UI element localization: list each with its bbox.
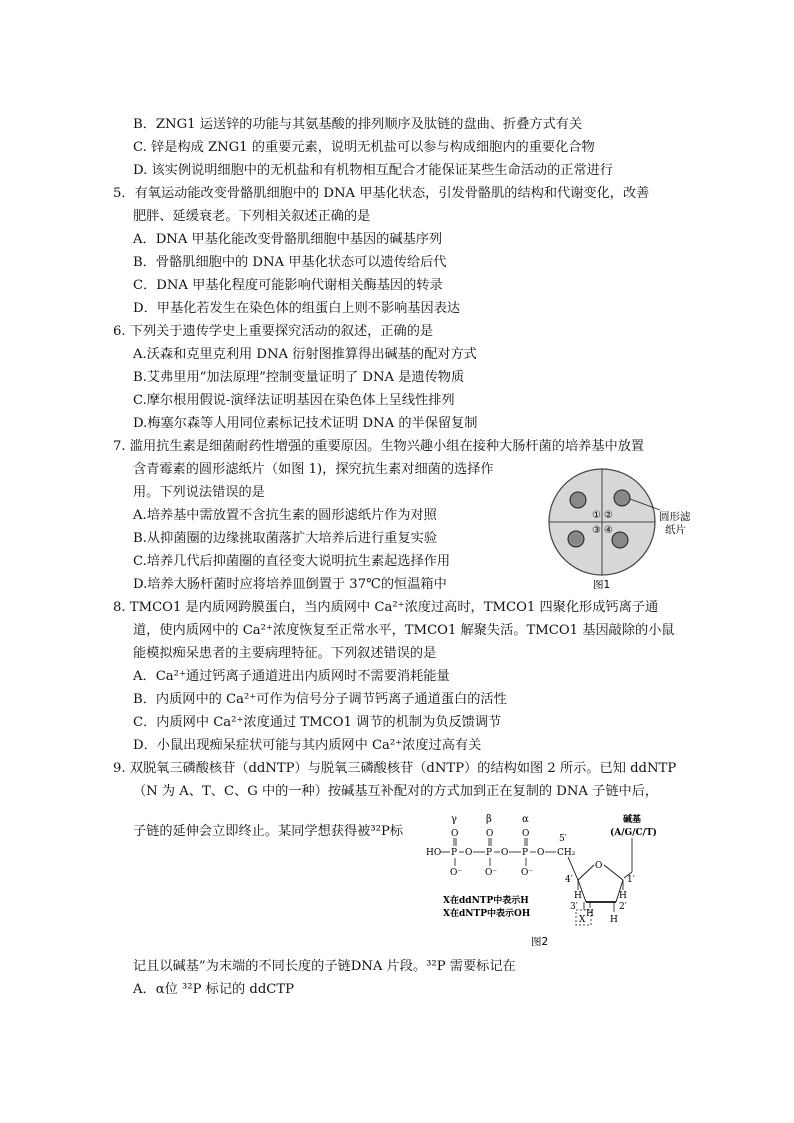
alpha-label: α bbox=[522, 814, 529, 825]
question-8-stem: 8. TMCO1 是内质网跨膜蛋白，当内质网中 Ca²⁺浓度过高时，TMCO1 四聚化形成钙离子通 bbox=[113, 600, 659, 615]
hydrogen-label: H bbox=[610, 915, 618, 925]
oxygen-label: O bbox=[465, 848, 473, 858]
question-7-stem-cont2: 用。下列说法错误的是 bbox=[133, 485, 265, 500]
well-label: ④ bbox=[604, 525, 613, 536]
option-6a: A.沃森和克里克利用 DNA 衍射图推算得出碱基的配对方式 bbox=[133, 347, 477, 362]
option-5d: D．甲基化若发生在染色体的组蛋白上则不影响基因表达 bbox=[133, 301, 461, 316]
phosphate-o-top: O bbox=[522, 829, 530, 839]
two-prime-label: 2′ bbox=[619, 902, 627, 912]
option-5a: A．DNA 甲基化能改变骨骼肌细胞中基因的碱基序列 bbox=[133, 232, 443, 247]
four-prime-label: 4′ bbox=[565, 875, 573, 885]
figure-1-petri-dish bbox=[536, 468, 716, 592]
option-5b: B．骨骼肌细胞中的 DNA 甲基化状态可以遗传给后代 bbox=[133, 255, 447, 270]
hydroxyl-label: HO bbox=[426, 848, 442, 858]
option-7d: D.培养大肠杆菌时应将培养皿倒置于 37℃的恒温箱中 bbox=[133, 577, 447, 592]
figure-2-nucleotide-structure bbox=[418, 810, 698, 950]
question-9-stem-cont: （N 为 A、T、C、G 中的一种）按碱基互补配对的方式加到正在复制的 DNA 子链中后， bbox=[133, 784, 659, 799]
option-6b: B.艾弗里用“加法原理”控制变量证明了 DNA 是遗传物质 bbox=[133, 370, 465, 385]
disc-label: 纸片 bbox=[665, 524, 686, 536]
base-label: 碱基 bbox=[623, 815, 642, 825]
question-5-stem-cont: 肥胖、延缓衰老。下列相关叙述正确的是 bbox=[133, 209, 371, 224]
question-8-stem-cont2: 能模拟痴呆患者的主要病理特征。下列叙述错误的是 bbox=[133, 646, 437, 661]
option-8d: D．小鼠出现痴呆症状可能与其内质网中 Ca²⁺浓度过高有关 bbox=[133, 738, 482, 753]
question-7-stem: 7. 滥用抗生素是细菌耐药性增强的重要原因。生物兴趣小组在接种大肠杆菌的培养基中放置 bbox=[113, 439, 645, 454]
ch2-label: CH₂ bbox=[557, 848, 576, 858]
option-9a: A．α位 ³²P 标记的 ddCTP bbox=[133, 982, 295, 997]
hydrogen-label: H bbox=[574, 891, 582, 901]
question-9-stem: 9. 双脱氧三磷酸核苷（ddNTP）与脱氧三磷酸核苷（dNTP）的结构如图 2 所示。已知 ddNTP bbox=[113, 761, 677, 776]
phosphate-o-bottom: O⁻ bbox=[450, 868, 463, 878]
question-7-stem-cont: 含青霉素的圆形滤纸片（如图 1)，探究抗生素对细菌的选择作 bbox=[133, 462, 494, 477]
option-5c: C．DNA 甲基化程度可能影响代谢相关酶基因的转录 bbox=[133, 278, 443, 293]
three-prime-label: 3′ bbox=[570, 902, 578, 912]
hydrogen-label: H bbox=[619, 891, 627, 901]
option-4c: C. 锌是构成 ZNG1 的重要元素，说明无机盐可以参与构成细胞内的重要化合物 bbox=[133, 140, 595, 155]
one-prime-label: 1′ bbox=[627, 875, 635, 885]
option-8a: A．Ca²⁺通过钙离子通道进出内质网时不需要消耗能量 bbox=[133, 669, 450, 684]
paper-disc bbox=[614, 490, 630, 506]
hydrogen-label: H bbox=[586, 909, 594, 919]
note-dntp: X在dNTP中表示OH bbox=[443, 909, 531, 919]
option-7a: A.培养基中需放置不含抗生素的圆形滤纸片作为对照 bbox=[133, 508, 437, 523]
ring-oxygen-label: O bbox=[595, 861, 603, 871]
phosphate-o-bottom: O⁻ bbox=[521, 868, 534, 878]
disc-label: 圆形滤 bbox=[659, 511, 691, 523]
well-label: ① bbox=[592, 510, 601, 521]
well-label: ③ bbox=[592, 525, 601, 536]
five-prime-label: 5′ bbox=[559, 834, 567, 844]
phosphate-o-top: O bbox=[486, 829, 494, 839]
gamma-label: γ bbox=[451, 814, 457, 825]
question-9-stem-cont2: 子链的延伸会立即终止。某同学想获得被³²P标 bbox=[133, 824, 404, 839]
option-4d: D. 该实例说明细胞中的无机盐和有机物相互配合才能保证某些生命活动的正常进行 bbox=[133, 163, 614, 178]
note-ddntp: X在ddNTP中表示H bbox=[443, 896, 529, 906]
question-9-stem-cont3: 记且以碱基”为末端的不同长度的子链DNA 片段。³²P 需要标记在 bbox=[133, 959, 516, 974]
beta-label: β bbox=[486, 814, 492, 825]
figure-2-caption: 图2 bbox=[531, 936, 549, 948]
option-6c: C.摩尔根用假说-演绎法证明基因在染色体上呈线性排列 bbox=[133, 393, 455, 408]
option-8b: B．内质网中的 Ca²⁺可作为信号分子调节钙离子通道蛋白的活性 bbox=[133, 692, 507, 707]
oxygen-label: O bbox=[537, 848, 545, 858]
paper-disc bbox=[612, 532, 628, 548]
phosphorus-label: P bbox=[522, 848, 529, 858]
x-substituent-label: X bbox=[579, 915, 586, 925]
question-6-stem: 6. 下列关于遗传学史上重要探究活动的叙述，正确的是 bbox=[113, 324, 434, 339]
option-7c: C.培养几代后抑菌圈的直径变大说明抗生素起选择作用 bbox=[133, 554, 451, 569]
phosphate-o-top: O bbox=[451, 829, 459, 839]
question-8-stem-cont: 道，使内质网中的 Ca²⁺浓度恢复至正常水平，TMCO1 解聚失活。TMCO1 基因敲除的小鼠 bbox=[133, 623, 675, 638]
figure-1-caption: 图1 bbox=[593, 579, 611, 591]
phosphorus-label: P bbox=[451, 848, 458, 858]
ring-bond bbox=[578, 865, 594, 880]
ring-bond bbox=[604, 865, 623, 880]
option-4b: B．ZNG1 运送锌的功能与其氨基酸的排列顺序及肽链的盘曲、折叠方式有关 bbox=[133, 117, 583, 132]
phosphorus-label: P bbox=[486, 848, 493, 858]
option-8c: C．内质网中 Ca²⁺浓度通过 TMCO1 调节的机制为负反馈调节 bbox=[133, 715, 502, 730]
oxygen-label: O bbox=[501, 848, 509, 858]
base-sublabel: (A/G/C/T) bbox=[610, 828, 657, 838]
option-7b: B.从抑菌圈的边缘挑取菌落扩大培养后进行重复实验 bbox=[133, 531, 438, 546]
option-6d: D.梅塞尔森等人用同位素标记技术证明 DNA 的半保留复制 bbox=[133, 416, 478, 431]
paper-disc bbox=[568, 531, 584, 547]
well-label: ② bbox=[604, 510, 613, 521]
paper-disc bbox=[570, 492, 586, 508]
phosphate-o-bottom: O⁻ bbox=[485, 868, 498, 878]
question-5-stem: 5．有氧运动能改变骨骼肌细胞中的 DNA 甲基化状态，引发骨骼肌的结构和代谢变化，改善 bbox=[113, 186, 650, 201]
